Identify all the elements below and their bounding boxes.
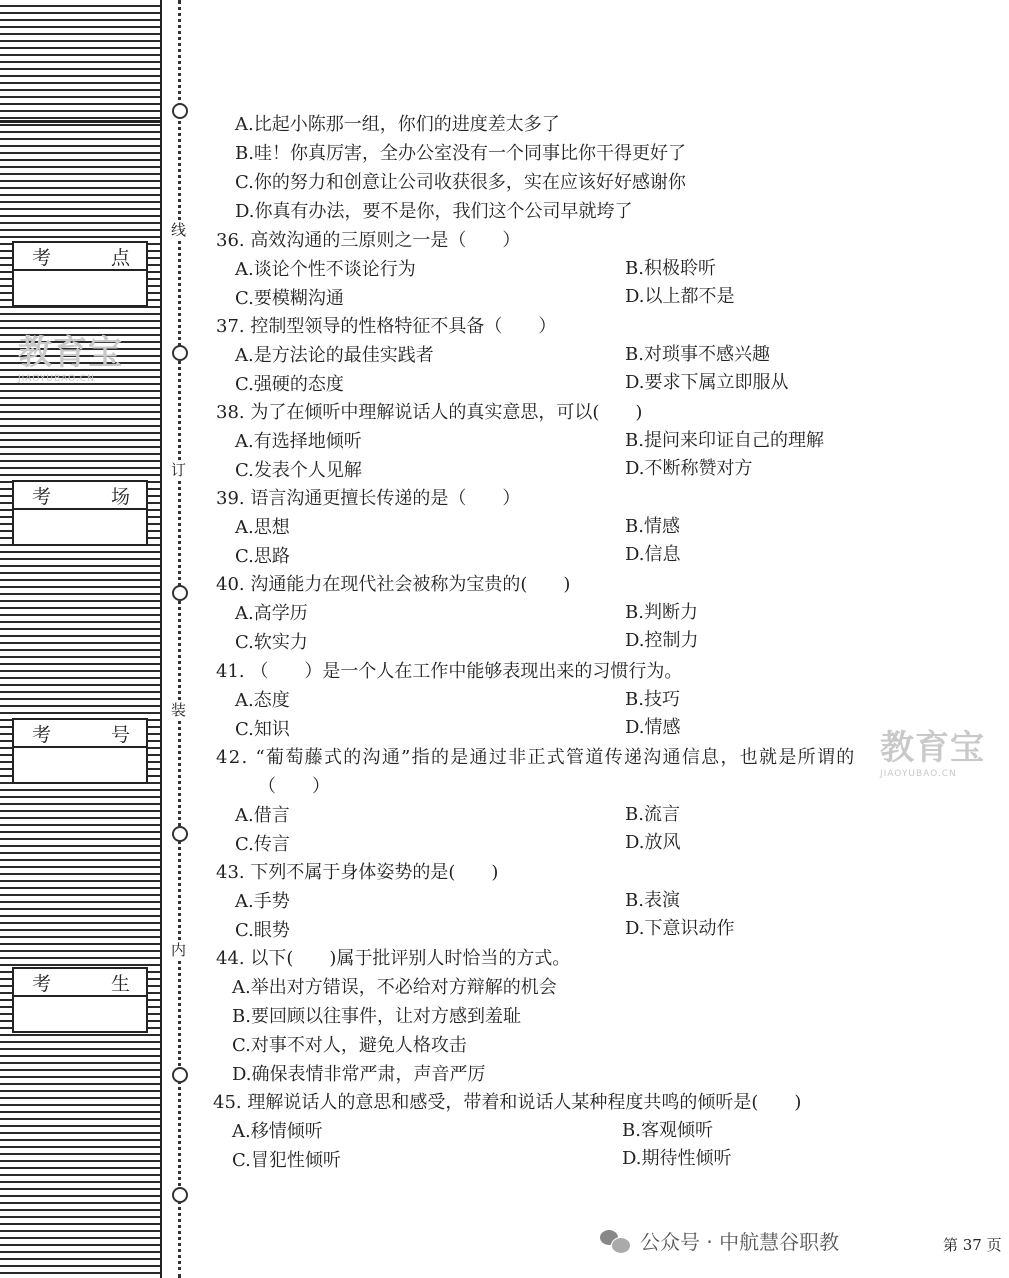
option-a: A.高学历 — [235, 603, 308, 624]
exam-site-box — [12, 241, 148, 307]
cut-line — [172, 0, 186, 1278]
box-label-right: 点 — [110, 246, 130, 269]
box-label-left: 考 — [32, 972, 52, 995]
option-b: B.表演 — [625, 890, 680, 911]
option-c: C.要模糊沟通 — [235, 288, 344, 309]
option-b: B.情感 — [625, 516, 680, 537]
question-stem: 36. 高效沟通的三原则之一是（ ） — [216, 230, 521, 251]
option-a: A.举出对方错误，不必给对方辩解的机会 — [232, 977, 557, 998]
option-a: A.谈论个性不谈论行为 — [235, 259, 416, 280]
box-label-left: 考 — [32, 485, 52, 508]
option-b: B.积极聆听 — [625, 258, 716, 279]
cut-char: 订 — [171, 461, 187, 479]
question-stem: 45. 理解说话人的意思和感受，带着和说话人某种程度共鸣的倾听是( ) — [213, 1092, 802, 1113]
option-d: D.放风 — [625, 832, 681, 853]
footer-text: 公众号 · 中航慧谷职教 — [640, 1230, 840, 1254]
option-c: C.强硬的态度 — [235, 374, 344, 395]
question-stem: 38. 为了在倾听中理解说话人的真实意思，可以( ) — [216, 402, 643, 423]
option-a: A.思想 — [235, 517, 290, 538]
option-b: B.流言 — [625, 804, 680, 825]
box-label-right: 生 — [110, 972, 130, 995]
option-b: B.客观倾听 — [622, 1120, 713, 1141]
cut-char: 装 — [171, 701, 187, 719]
watermark-logo — [18, 325, 123, 384]
circle-mark — [172, 103, 188, 119]
option-d: D.以上都不是 — [625, 286, 735, 307]
option-d: D.控制力 — [625, 630, 699, 651]
option-c: C.传言 — [235, 834, 290, 855]
exam-number-box — [12, 718, 148, 784]
question-stem: 42. “葡萄藤式的沟通”指的是通过非正式管道传递沟通信息，也就是所谓的 — [216, 747, 856, 768]
watermark-title: 教育宝 — [18, 333, 123, 373]
option-d: D.期待性倾听 — [622, 1148, 732, 1169]
option-b: B.对琐事不感兴趣 — [625, 344, 770, 365]
q35-option-b: B.哇！你真厉害，全办公室没有一个同事比你干得更好了 — [235, 143, 686, 164]
question-stem: 43. 下列不属于身体姿势的是( ) — [216, 862, 499, 883]
box-label-left: 考 — [32, 723, 52, 746]
option-c: C.对事不对人，避免人格攻击 — [232, 1035, 467, 1056]
question-stem: 44. 以下( )属于批评别人时恰当的方式。 — [216, 948, 571, 969]
question-stem: 41. （ ）是一个人在工作中能够表现出来的习惯行为。 — [216, 661, 683, 682]
option-a: A.移情倾听 — [232, 1121, 323, 1142]
binding-margin — [0, 0, 162, 1278]
page-number: 第 37 页 — [943, 1236, 1002, 1254]
option-a: A.态度 — [235, 690, 290, 711]
circle-mark — [172, 826, 188, 842]
circle-mark — [172, 345, 188, 361]
question-stem-continued: （ ） — [258, 776, 330, 797]
examinee-box — [12, 967, 148, 1033]
exam-room-box — [12, 480, 148, 546]
cut-char: 内 — [171, 941, 187, 959]
box-label-right: 场 — [110, 485, 130, 508]
question-stem: 39. 语言沟通更擅长传递的是（ ） — [216, 488, 521, 509]
option-c: C.发表个人见解 — [235, 460, 362, 481]
question-stem: 37. 控制型领导的性格特征不具备（ ） — [216, 316, 557, 337]
circle-mark — [172, 1067, 188, 1083]
option-a: A.是方法论的最佳实践者 — [235, 345, 434, 366]
option-b: B.判断力 — [625, 602, 698, 623]
option-b: B.技巧 — [625, 689, 680, 710]
option-d: D.确保表情非常严肃，声音严厉 — [232, 1064, 486, 1085]
option-d: D.要求下属立即服从 — [625, 372, 789, 393]
option-b: B.提问来印证自己的理解 — [625, 430, 824, 451]
option-d: D.下意识动作 — [625, 918, 735, 939]
box-label-left: 考 — [32, 246, 52, 269]
option-c: C.软实力 — [235, 632, 308, 653]
q35-option-c: C.你的努力和创意让公司收获很多，实在应该好好感谢你 — [235, 172, 686, 193]
circle-mark — [172, 1187, 188, 1203]
question-stem: 40. 沟通能力在现代社会被称为宝贵的( ) — [216, 574, 571, 595]
option-d: D.不断称赞对方 — [625, 458, 753, 479]
option-c: C.冒犯性倾听 — [232, 1150, 341, 1171]
option-a: A.借言 — [235, 805, 290, 826]
option-d: D.情感 — [625, 717, 681, 738]
option-c: C.眼势 — [235, 920, 290, 941]
box-label-right: 号 — [110, 723, 130, 746]
watermark-url: JIAOYUBAO.CN — [18, 374, 95, 384]
footer-account — [600, 1226, 839, 1255]
watermark-url: JIAOYUBAO.CN — [880, 769, 957, 779]
watermark-title: 教育宝 — [880, 728, 985, 768]
option-c: C.知识 — [235, 719, 290, 740]
watermark-logo — [880, 720, 985, 779]
q35-option-a: A.比起小陈那一组，你们的进度差太多了 — [235, 114, 560, 135]
option-a: A.有选择地倾听 — [235, 431, 362, 452]
option-d: D.信息 — [625, 544, 681, 565]
wechat-icon — [600, 1228, 630, 1254]
cut-char: 线 — [171, 221, 187, 239]
circle-mark — [172, 585, 188, 601]
option-c: C.思路 — [235, 546, 290, 567]
option-b: B.要回顾以往事件，让对方感到羞耻 — [232, 1006, 521, 1027]
option-a: A.手势 — [235, 891, 290, 912]
q35-option-d: D.你真有办法，要不是你，我们这个公司早就垮了 — [235, 201, 633, 222]
binding-top-block — [0, 0, 160, 123]
